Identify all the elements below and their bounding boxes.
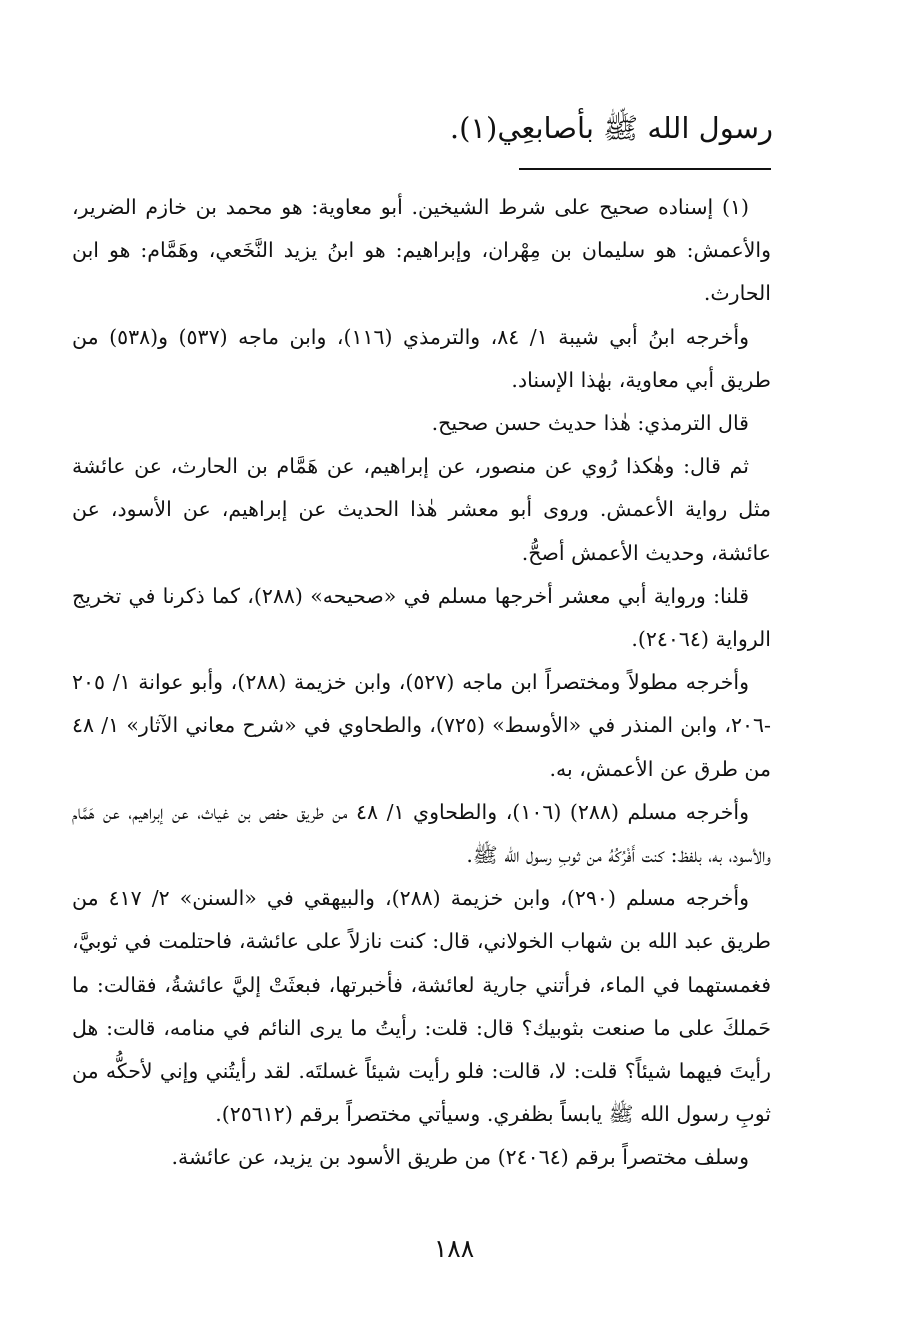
footnotes-section <box>72 186 771 1180</box>
footnote-paragraph: وأخرجه مطولاً ومختصراً ابن ماجه (٥٢٧)، وابن خزيمة (٢٨٨)، وأبو عوانة ١/ ٢٠٥ -٢٠٦، وابن المنذر في «الأوسط» (٧٢٥)، والطحاوي في «شرح معاني الآثار» ١/ ٤٨ من طرق عن الأعمش، به. <box>72 670 771 781</box>
footnote-paragraph: قال الترمذي: هٰذا حديث حسن صحيح. <box>431 411 749 436</box>
footnote-paragraph: وأخرجه مسلم (٢٩٠)، وابن خزيمة (٢٨٨)، والبيهقي في «السنن» ٢/ ٤١٧ من طريق عبد الله بن شهاب الخولاني، قال: كنت نازلاً على عائشة، فاحتلمت في ثوبيَّ، فغمستهما في الماء، فرأتني جارية لعائشة، فأخبرتها، فبعثَتْ إليَّ عائشةُ، فقالت: ما حَملكَ على ما صنعت بثوبيك؟ قال: قلت: رأيتُ ما يرى النائم في منامه، قالت: هل رأيتَ فيهما شيئاً؟ قلت: لا، قالت: فلو رأيت شيئاً غسلتَه. لقد رأيتُني وإني لأحكُّه من ثوبِ رسول الله ﷺ يابساً بظفري. وسيأتي مختصراً برقم (٢٥٦١٢). <box>72 886 771 1127</box>
footnote-paragraph: قلنا: ورواية أبي معشر أخرجها مسلم في «صحيحه» (٢٨٨)، كما ذكرنا في تخريج الرواية (٢٤٠٦٤). <box>72 583 771 652</box>
footnote-paragraph: وسلف مختصراً برقم (٢٤٠٦٤) من طريق الأسود بن يزيد، عن عائشة. <box>171 1145 749 1170</box>
footnote-1-intro: (١) إسناده صحيح على شرط الشيخين. أبو معاوية: هو محمد بن خازم الضرير، والأعمش: هو سليمان بن مِهْران، وإبراهيم: هو ابنُ يزيد النَّخَعي، وهَمَّام: هو ابن الحارث. <box>72 195 771 306</box>
footnote-paragraph: وأخرجه ابنُ أبي شيبة ١/ ٨٤، والترمذي (١١٦)، وابن ماجه (٥٣٧) و(٥٣٨) من طريق أبي معاوية، بهٰذا الإسناد. <box>72 324 771 392</box>
page-number: ١٨٨ <box>433 1234 475 1263</box>
main-text-line: رسول الله ﷺ بأصابعِي(١). <box>449 111 773 145</box>
footnote-paragraph: وأخرجه مسلم (٢٨٨) (١٠٦)، والطحاوي ١/ ٤٨ من طريق حفص بن غياث، عن إبراهيم، عن هَمَّام والأسود، به، بلفظ: كنت أَفْرُكُهُ من ثوبِ رسول الله ﷺ. <box>72 799 771 868</box>
footnote-paragraph: ثم قال: وهٰكذا رُوي عن منصور، عن إبراهيم، عن هَمَّام بن الحارث، عن عائشة مثل رواية الأعمش. وروى أبو معشر هٰذا الحديث عن إبراهيم، عن الأسود، عن عائشة، وحديث الأعمش أصحُّ. <box>72 454 771 565</box>
footnote-divider <box>519 168 771 170</box>
